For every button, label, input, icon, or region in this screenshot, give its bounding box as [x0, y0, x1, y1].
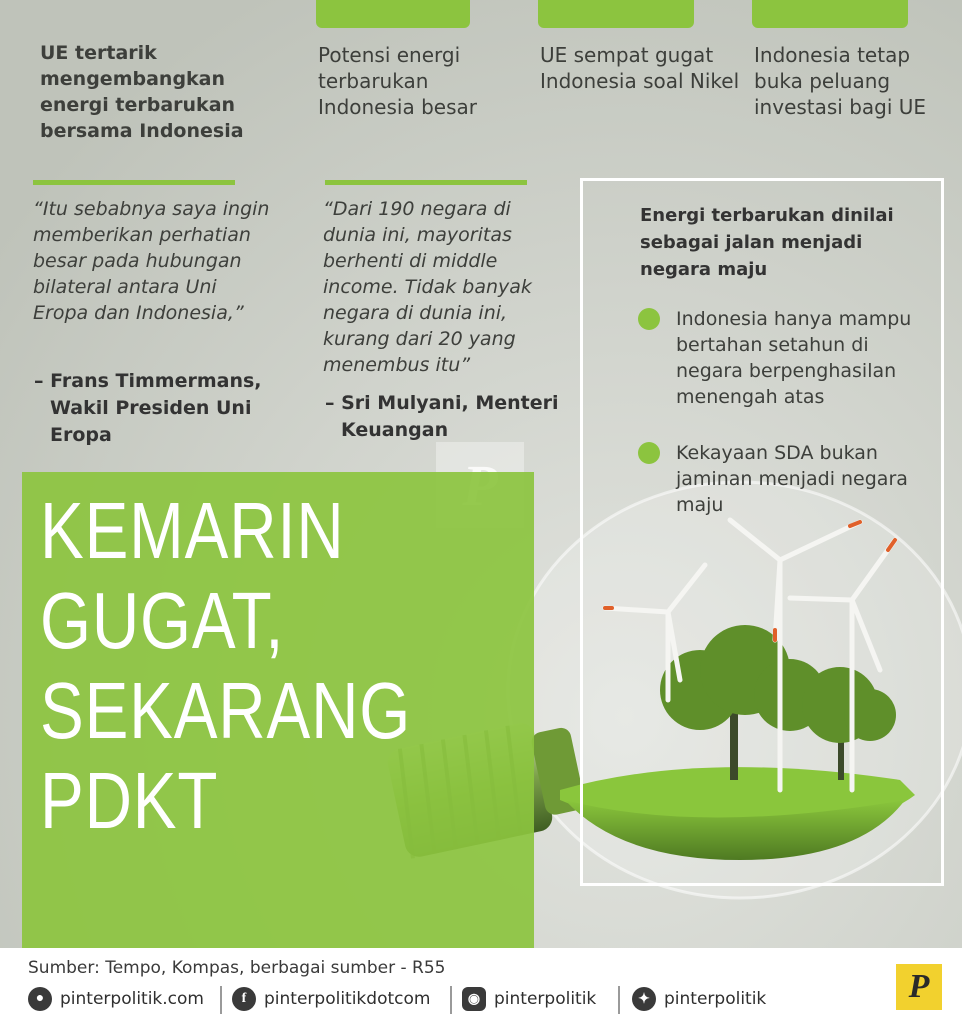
attribution-name: – Frans Timmermans, [34, 370, 262, 392]
pinterpolitik-logo: P [896, 964, 942, 1010]
bullet-dot-icon [638, 442, 660, 464]
column-heading: Indonesia tetap buka peluang investasi bagi UE [754, 43, 927, 119]
column-heading: UE tertarik mengembangkan energi terbarukan bersama Indonesia [40, 42, 244, 142]
column-tab [316, 0, 470, 28]
headline-line: PDKT [40, 756, 219, 845]
bullet-item: Indonesia hanya mampu bertahan setahun di negara berpenghasilan menengah atas [676, 308, 912, 408]
source-text: Sumber: Tempo, Kompas, berbagai sumber - R55 [28, 958, 446, 978]
social-facebook[interactable] [232, 984, 430, 1014]
social-label: pinterpolitik [494, 989, 597, 1009]
divider [33, 180, 235, 185]
attribution-title: Keuangan [341, 419, 449, 441]
social-instagram[interactable] [462, 984, 596, 1014]
social-label: pinterpolitikdotcom [264, 989, 431, 1009]
attribution-title: Wakil Presiden Uni Eropa [50, 397, 252, 446]
separator [618, 986, 620, 1014]
bullet-item: Kekayaan SDA bukan jaminan menjadi negara maju [676, 442, 908, 516]
separator [450, 986, 452, 1014]
quote-attribution [325, 390, 575, 444]
divider [325, 180, 527, 185]
quote-text: “Dari 190 negara di dunia ini, mayoritas berhenti di middle income. Tidak banyak negara di dunia ini, kurang dari 20 yang menembus itu” [323, 198, 532, 376]
column-heading: Potensi energi terbarukan Indonesia besar [318, 43, 477, 119]
twitter-icon: ✦ [632, 987, 656, 1011]
social-label: pinterpolitik [664, 989, 767, 1009]
facebook-icon: f [232, 987, 256, 1011]
quote-text: “Itu sebabnya saya ingin memberikan perhatian besar pada hubungan bilateral antara Uni Eropa dan Indonesia,” [33, 198, 270, 324]
globe-icon: ● [28, 987, 52, 1011]
headline-line: SEKARANG [40, 666, 412, 755]
instagram-icon: ◉ [462, 987, 486, 1011]
headline-line: KEMARIN [40, 486, 345, 575]
headline [40, 486, 425, 846]
info-box-title: Energi terbarukan dinilai sebagai jalan menjadi negara maju [640, 205, 894, 280]
quote-attribution [34, 368, 284, 449]
bullet-dot-icon [638, 308, 660, 330]
info-box [580, 178, 944, 886]
social-twitter[interactable] [632, 984, 766, 1014]
attribution-name: – Sri Mulyani, Menteri [325, 392, 559, 414]
social-website[interactable] [28, 984, 204, 1014]
headline-line: GUGAT, [40, 576, 285, 665]
column-heading: UE sempat gugat Indonesia soal Nikel [540, 43, 740, 93]
social-label: pinterpolitik.com [60, 989, 204, 1009]
column-tab [538, 0, 694, 28]
separator [220, 986, 222, 1014]
column-tab [752, 0, 908, 28]
